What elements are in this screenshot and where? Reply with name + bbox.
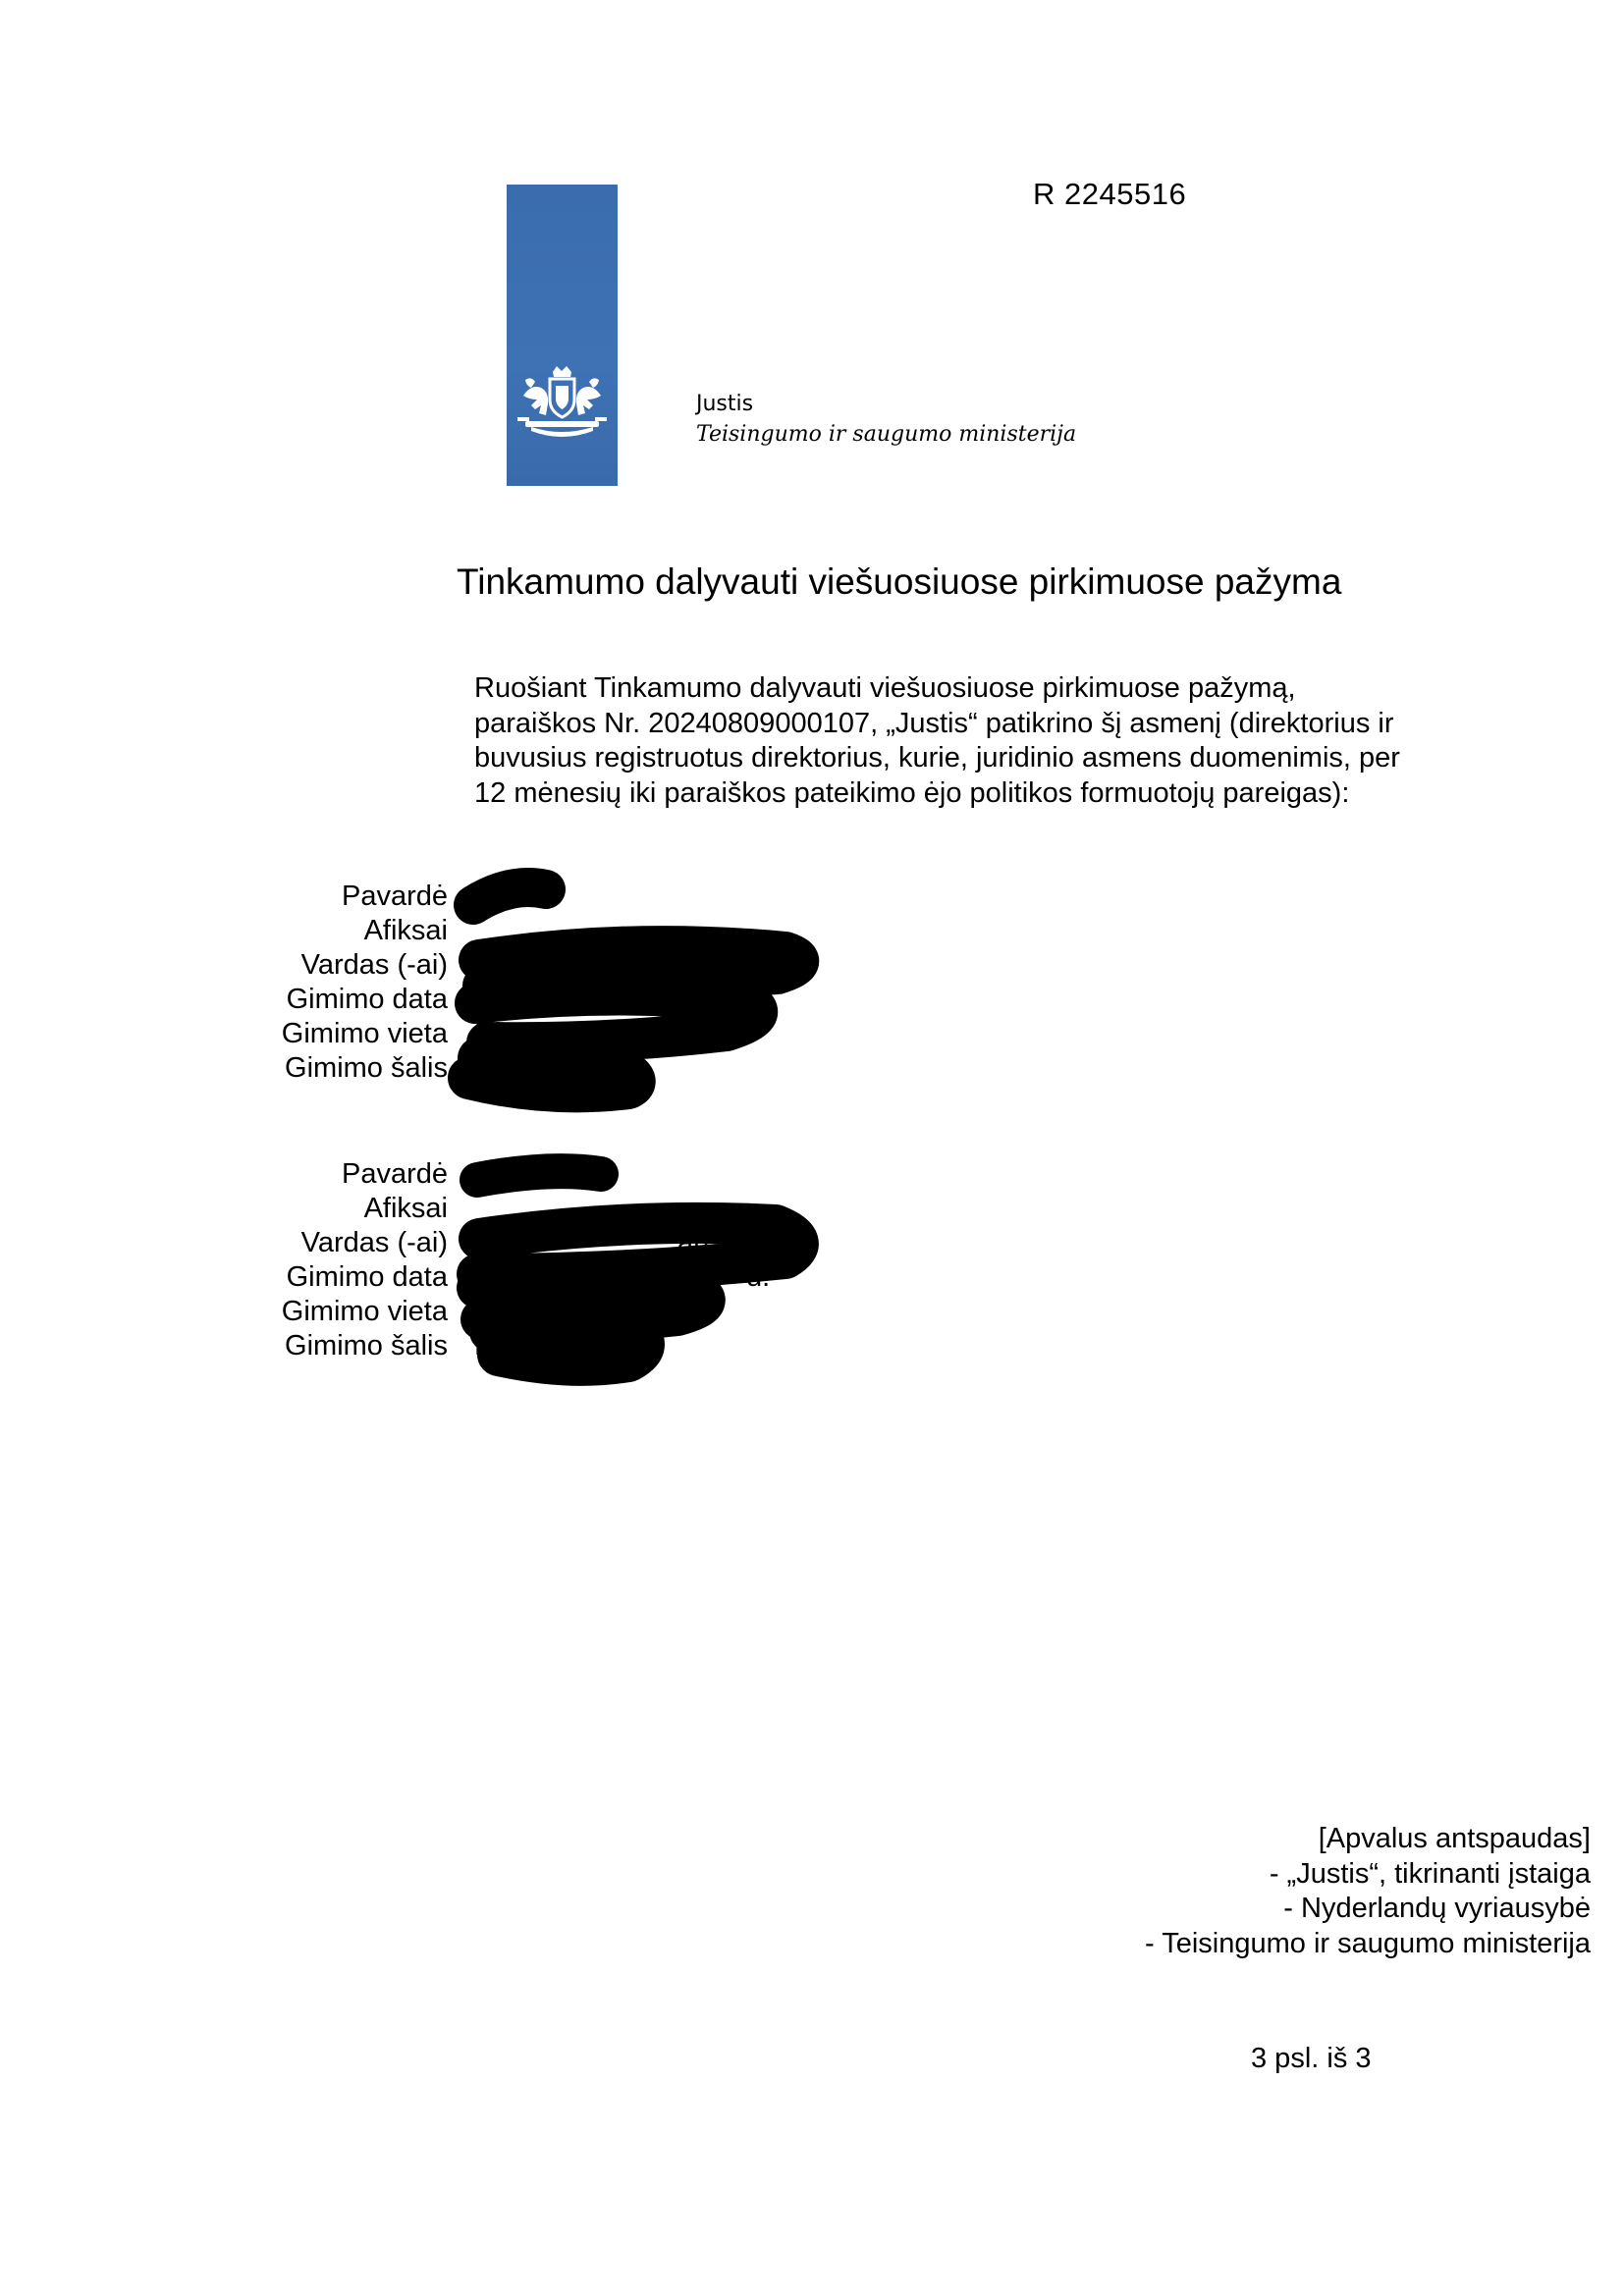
label-birth-date: Gimimo data <box>286 1261 448 1293</box>
label-affixes: Afiksai <box>363 915 448 946</box>
organization-subname: Teisingumo ir saugumo ministerija <box>696 422 1077 447</box>
label-given-names: Vardas (-ai) <box>300 949 448 981</box>
label-surname: Pavardė <box>341 1158 448 1190</box>
intro-line: Ruošiant Tinkamumo dalyvauti viešuosiuose pirkimuose pažymą, <box>474 672 1296 704</box>
redaction-stroke <box>477 1171 601 1180</box>
birth-place-fragment: Ni <box>474 1018 502 1049</box>
coat-of-arms-icon <box>512 366 613 443</box>
label-birth-country: Gimimo šalis <box>285 1330 448 1362</box>
redaction-stroke <box>491 1322 643 1364</box>
stamp-line: [Apvalus antspaudas] <box>1318 1823 1591 1854</box>
given-names-fragment: an W <box>677 1227 744 1258</box>
redaction-stroke <box>473 887 546 905</box>
government-logo <box>507 185 618 486</box>
label-affixes: Afiksai <box>363 1193 448 1224</box>
organization-name: Justis <box>696 392 754 416</box>
redaction-stroke <box>477 1280 705 1321</box>
label-birth-place: Gimimo vieta <box>281 1296 448 1327</box>
intro-line: paraiškos Nr. 20240809000107, „Justis“ patikrino šį asmenį (direktorius ir <box>474 707 1394 739</box>
birth-country-fragment: erlan <box>530 1052 594 1084</box>
person-record-1 <box>0 881 452 1096</box>
reference-number: R 2245516 <box>1033 177 1187 211</box>
label-birth-country: Gimimo šalis <box>285 1052 448 1084</box>
label-birth-date: Gimimo data <box>286 984 448 1015</box>
stamp-line: - Teisingumo ir saugumo ministerija <box>1145 1927 1591 1959</box>
birth-date-fragment: d. <box>746 1261 771 1293</box>
page-number: 3 psl. iš 3 <box>1251 2043 1372 2074</box>
stamp-description <box>884 1822 1591 1961</box>
intro-line: 12 mėnesių iki paraiškos pateikimo ėjo politikos formuotojų pareigas): <box>474 776 1350 809</box>
stamp-line: - Nyderlandų vyriausybė <box>1283 1893 1591 1924</box>
document-title: Tinkamumo dalyvauti viešuosiuose pirkimuose pažyma <box>457 561 1342 602</box>
person-record-2 <box>0 1158 452 1374</box>
label-birth-place: Gimimo vieta <box>281 1018 448 1049</box>
redaction-stroke <box>479 946 798 986</box>
intro-paragraph <box>474 671 1476 811</box>
birth-country-fragment: N <box>474 1330 495 1362</box>
label-surname: Pavardė <box>341 881 448 912</box>
intro-line: buvusius registruotus direktorius, kurie, juridinio asmens duomenimis, per <box>474 742 1400 774</box>
redaction-stroke <box>475 994 757 1042</box>
stamp-line: - „Justis“, tikrinanti įstaiga <box>1269 1857 1591 1890</box>
label-given-names: Vardas (-ai) <box>300 1227 448 1258</box>
